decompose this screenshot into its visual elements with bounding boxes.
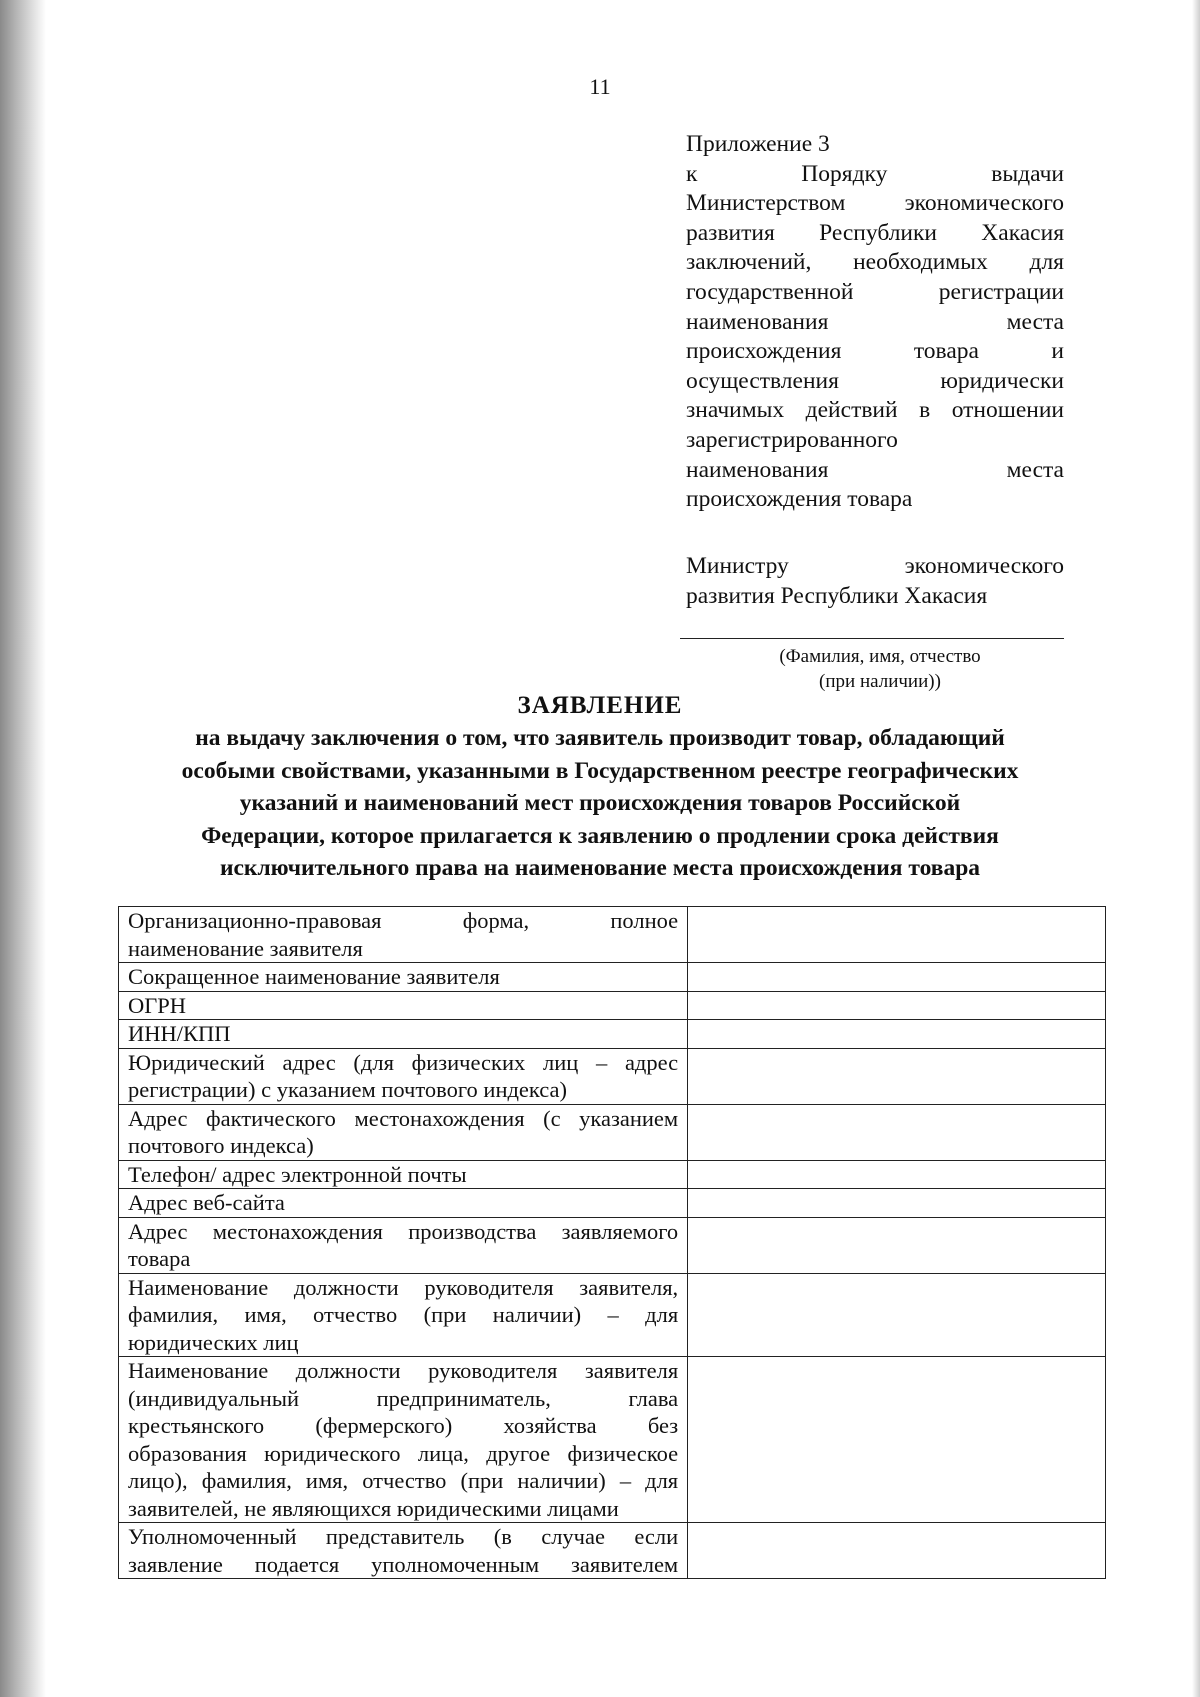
field-label (119, 1020, 688, 1049)
field-value-cell[interactable] (688, 1273, 1106, 1357)
label-line: Адрес веб-сайта (128, 1190, 285, 1215)
field-label (119, 991, 688, 1020)
appendix-line: значимых действий в отношении (686, 397, 1064, 424)
table-row (119, 963, 1106, 992)
label-line: лицо), фамилия, имя, отчество (при наличии) – для (128, 1468, 679, 1493)
field-label (119, 963, 688, 992)
subtitle-line: исключительного права на наименование места происхождения товара (219, 855, 981, 881)
table-row (119, 1523, 1106, 1579)
field-label (119, 1523, 688, 1579)
subtitle-line: указаний и наименований мест происхождения товаров Российской (239, 790, 961, 816)
appendix-line: наименования места (686, 308, 1064, 335)
appendix-line: происхождения товара (686, 486, 913, 513)
table-row (119, 1273, 1106, 1357)
field-label (119, 1217, 688, 1273)
appendix-line: происхождения товара и (686, 338, 1064, 365)
field-value-cell[interactable] (688, 991, 1106, 1020)
field-label (119, 1160, 688, 1189)
table-row (119, 1104, 1106, 1160)
field-label (119, 1048, 688, 1104)
field-label (119, 1273, 688, 1357)
table-row (119, 991, 1106, 1020)
label-line: почтового индекса) (128, 1133, 314, 1158)
page-number: 11 (589, 74, 611, 99)
table-row (119, 1048, 1106, 1104)
table-row (119, 1160, 1106, 1189)
application-form-table (118, 906, 1106, 1579)
field-value-cell[interactable] (688, 963, 1106, 992)
field-value-cell[interactable] (688, 1357, 1106, 1523)
field-label (119, 1189, 688, 1218)
appendix-header (686, 130, 1064, 515)
field-value-cell[interactable] (688, 1104, 1106, 1160)
caption-line: (Фамилия, имя, отчество (779, 646, 981, 667)
appendix-line: развития Республики Хакасия (686, 219, 1064, 246)
label-line: ИНН/КПП (128, 1021, 231, 1046)
caption-line: (при наличии)) (819, 671, 941, 692)
label-line: Сокращенное наименование заявителя (128, 964, 500, 989)
table-row (119, 1357, 1106, 1523)
label-line: Телефон/ адрес электронной почты (128, 1161, 467, 1187)
scan-shadow-left (0, 0, 46, 1697)
field-value-cell[interactable] (688, 1189, 1106, 1218)
addressee-name-field[interactable] (680, 638, 1064, 639)
field-label (119, 1357, 688, 1523)
appendix-line: зарегистрированного (686, 426, 898, 453)
label-line: Наименование должности руководителя заявителя, (128, 1274, 679, 1300)
addressee-line: развития Республики Хакасия (686, 582, 988, 609)
scan-shadow-right (1192, 0, 1200, 1697)
label-line: образования юридического лица, другое физическое (128, 1440, 679, 1466)
field-label (119, 907, 688, 963)
table-row (119, 1217, 1106, 1273)
field-value-cell[interactable] (688, 1523, 1106, 1579)
appendix-line: заключений, необходимых для (686, 249, 1064, 276)
field-value-cell[interactable] (688, 1217, 1106, 1273)
field-label (119, 1104, 688, 1160)
label-line: регистрации) с указанием почтового индекса) (128, 1077, 568, 1102)
label-line: Уполномоченный представитель (в случае если (128, 1524, 679, 1549)
addressee-name-caption (700, 644, 1060, 694)
label-line: заявление подается уполномоченным заявителем (128, 1551, 679, 1577)
appendix-line: Приложение 3 (686, 131, 830, 157)
document-subtitle (120, 722, 1080, 885)
appendix-line: государственной регистрации (686, 278, 1064, 305)
field-value-cell[interactable] (688, 907, 1106, 963)
label-line: заявителей, не являющихся юридическими лицами (128, 1495, 619, 1521)
label-line: Адрес фактического местонахождения (с указанием (128, 1105, 679, 1131)
document-title: ЗАЯВЛЕНИЕ (517, 692, 683, 719)
field-value-cell[interactable] (688, 1048, 1106, 1104)
label-line: наименование заявителя (128, 935, 363, 961)
label-line: Адрес местонахождения производства заявляемого (128, 1218, 679, 1244)
appendix-line: к Порядку выдачи (686, 160, 1064, 187)
label-line: крестьянского (фермерского) хозяйства без (128, 1413, 679, 1438)
label-line: Наименование должности руководителя заявителя (128, 1358, 679, 1383)
label-line: Организационно-правовая форма, полное (128, 908, 679, 933)
addressee-block (686, 552, 1064, 611)
subtitle-line: Федерации, которое прилагается к заявлению о продлении срока действия (201, 822, 999, 849)
subtitle-line: на выдачу заключения о том, что заявитель производит товар, обладающий (195, 725, 1005, 751)
table-row (119, 1020, 1106, 1049)
label-line: (индивидуальный предприниматель, глава (128, 1385, 679, 1411)
label-line: товара (128, 1246, 191, 1271)
table-row (119, 907, 1106, 963)
label-line: ОГРН (128, 992, 187, 1018)
appendix-line: Министерством экономического (686, 190, 1064, 217)
label-line: юридических лиц (128, 1329, 299, 1355)
field-value-cell[interactable] (688, 1020, 1106, 1049)
field-value-cell[interactable] (688, 1160, 1106, 1189)
addressee-line: Министру экономического (686, 553, 1064, 579)
appendix-line: осуществления юридически (686, 367, 1064, 394)
table-row (119, 1189, 1106, 1218)
label-line: фамилия, имя, отчество (при наличии) – для (128, 1302, 679, 1327)
label-line: Юридический адрес (для физических лиц – адрес (128, 1049, 679, 1075)
subtitle-line: особыми свойствами, указанными в Государственном реестре географических (181, 757, 1019, 784)
appendix-line: наименования места (686, 456, 1064, 483)
